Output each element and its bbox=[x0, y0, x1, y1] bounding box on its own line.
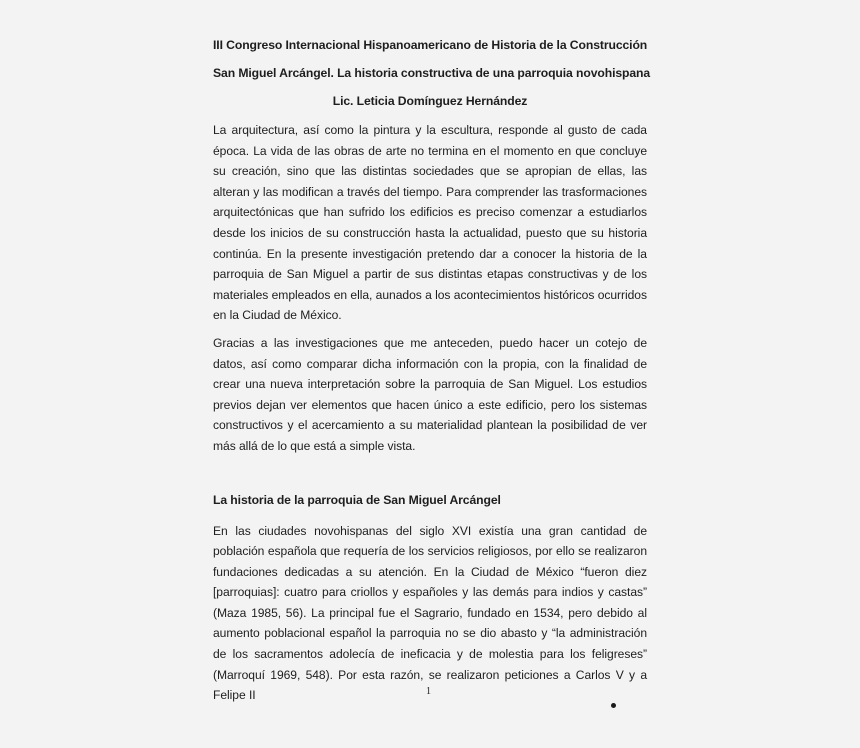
page-content bbox=[213, 38, 651, 706]
body-paragraph-2: Gracias a las investigaciones que me anteceden, puedo hacer un cotejo de datos, así como comparar dicha información con la propia, con la finalidad de crear una nueva interpretación sobre la parroquia de San Miguel. Los estudios previos dejan ver elementos que hacen único a este edificio, pero los sistemas constructivos y el acercamiento a su materialidad plantean la posibilidad de ver más allá de lo que está a simple vista. bbox=[213, 335, 647, 453]
bullet-dot-icon bbox=[611, 703, 616, 708]
paper-title: San Miguel Arcángel. La historia constructiva de una parroquia novohispana bbox=[213, 66, 651, 80]
body-paragraph-3: En las ciudades novohispanas del siglo XVI existía una gran cantidad de población española que requería de los servicios religiosos, por ello se realizaron fundaciones dedicadas a su atención. En la Ciudad de México “fueron diez [parroquias]: cuatro para criollos y españoles y las demás para indios y castas” (Maza 1985, 56). La principal fue el Sagrario, fundado en 1534, pero debido al aumento poblacional español la parroquia no se dio abasto y “la administración de los sacramentos adolecía de ineficacia y de molestia para los feligreses” (Marroquí 1969, 548). Por esta razón, se realizaron peticiones a Carlos V y a Felipe II bbox=[213, 523, 647, 703]
page-number: 1 bbox=[426, 686, 431, 697]
section-title: La historia de la parroquia de San Miguel Arcángel bbox=[213, 492, 501, 507]
conference-title: III Congreso Internacional Hispanoamericano de Historia de la Construcción bbox=[213, 38, 648, 52]
author-name: Lic. Leticia Domínguez Hernández bbox=[332, 94, 528, 108]
body-paragraph-1: La arquitectura, así como la pintura y la escultura, responde al gusto de cada época. La vida de las obras de arte no termina en el momento en que concluye su creación, sino que las distintas sociedades que se apropian de ellas, las alteran y las modifican a través del tiempo. Para comprender las trasformaciones arquitectónicas que han sufrido los edificios es preciso comenzar a estudiarlos desde los inicios de su construcción hasta la actualidad, puesto que su historia continúa. En la presente investigación pretendo dar a conocer la historia de la parroquia de San Miguel a partir de sus distintas etapas constructivas y de los materiales empleados en ella, aunados a los acontecimientos históricos ocurridos en la Ciudad de México. bbox=[213, 123, 647, 323]
